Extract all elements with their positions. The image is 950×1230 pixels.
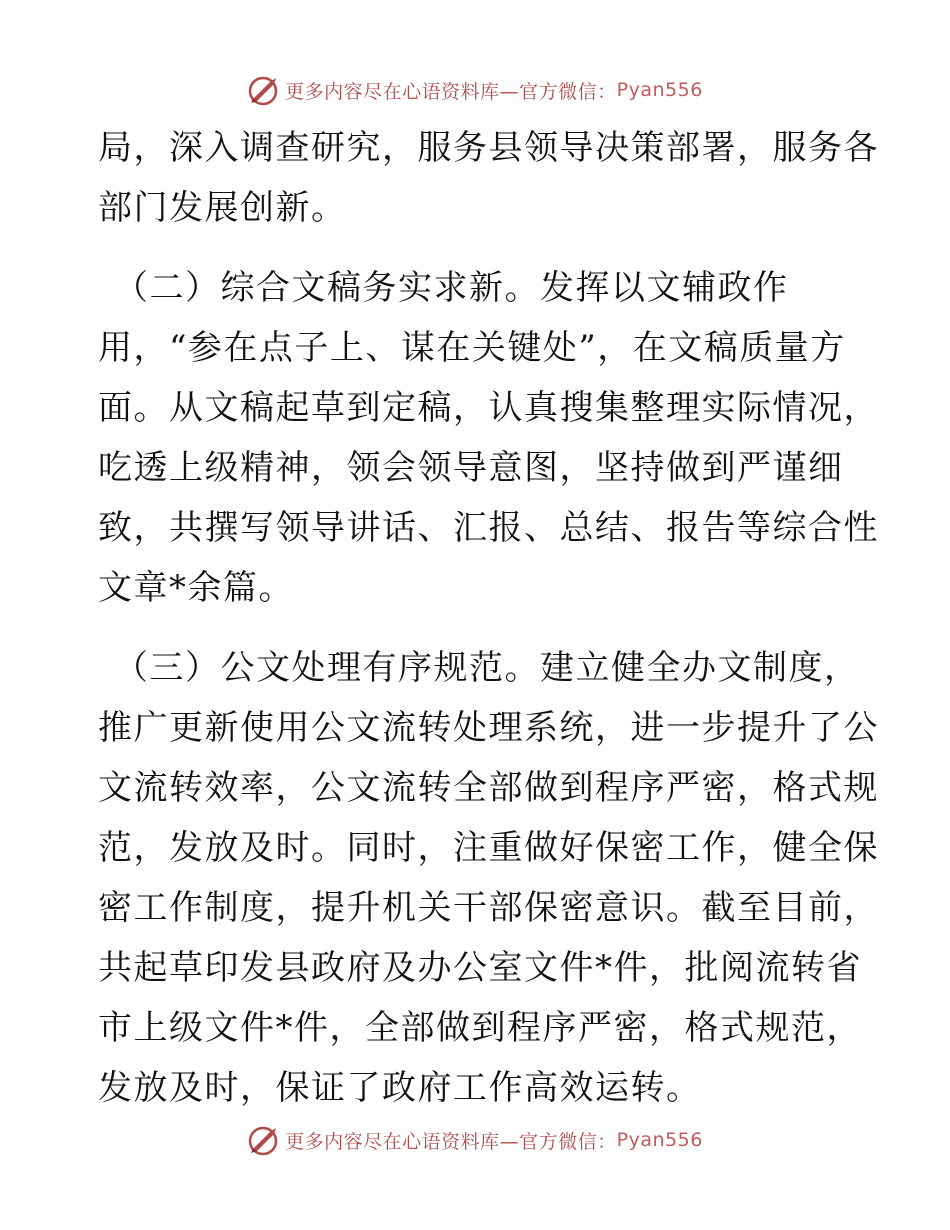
text-line: 密工作制度，提升机关干部保密意识。截至目前， [98, 888, 879, 928]
text-line: 市上级文件*件，全部做到程序严密，格式规范， [98, 1008, 862, 1048]
pen-logo-icon [247, 73, 281, 107]
watermark-text: 更多内容尽在心语资料库—官方微信： [285, 1130, 617, 1153]
text-line: 用，“参在点子上、谋在关键处”，在文稿质量方 [98, 328, 846, 368]
text-line: 吃透上级精神，领会领导意图，坚持做到严谨细 [98, 448, 844, 488]
header-watermark [0, 70, 950, 110]
text-line: 部门发展创新。 [98, 188, 347, 228]
paragraph-2 [98, 258, 879, 618]
text-line: 共起草印发县政府及办公室文件*件，批阅流转省 [98, 948, 862, 988]
text-line: 范，发放及时。同时，注重做好保密工作，健全保 [98, 828, 879, 868]
text-line: 致，共撰写领导讲话、汇报、总结、报告等综合性 [98, 508, 879, 548]
watermark-wechat-id: Pyan556 [616, 1129, 703, 1151]
watermark-text: 更多内容尽在心语资料库—官方微信： [285, 80, 617, 103]
pen-logo-icon [247, 1123, 281, 1157]
watermark-wechat-id: Pyan556 [616, 79, 703, 101]
text-line: 文流转效率，公文流转全部做到程序严密，格式规 [98, 768, 879, 808]
text-line: 推广更新使用公文流转处理系统，进一步提升了公 [98, 708, 879, 748]
text-line: 文章*余篇。 [98, 568, 294, 608]
section-heading-line: （三）公文处理有序规范。建立健全办文制度， [114, 648, 860, 688]
paragraph-3 [98, 638, 879, 1118]
text-line: 发放及时，保证了政府工作高效运转。 [98, 1068, 702, 1108]
document-body [98, 118, 879, 1118]
text-line: 局，深入调查研究，服务县领导决策部署，服务各 [98, 128, 879, 168]
text-line: 面。从文稿起草到定稿，认真搜集整理实际情况， [98, 388, 879, 428]
paragraph-1 [98, 118, 879, 238]
footer-watermark [0, 1120, 950, 1160]
section-heading-line: （二）综合文稿务实求新。发挥以文辅政作 [114, 268, 789, 308]
